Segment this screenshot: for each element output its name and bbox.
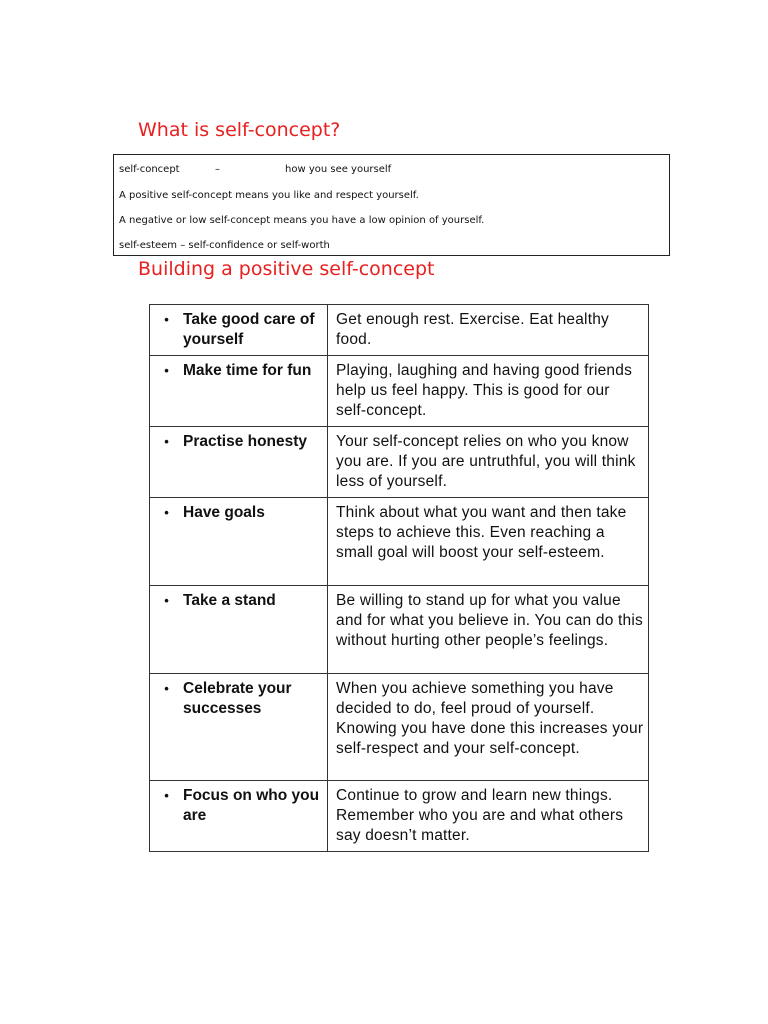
tip-description: Your self-concept relies on who you know you are. If you are untruthful, you will think less of yourself. (328, 427, 649, 498)
tip-title: Have goals (183, 504, 265, 521)
tip-description: Get enough rest. Exercise. Eat healthy food. (328, 305, 649, 356)
tip-title: Take good care of yourself (183, 311, 315, 348)
tip-cell (150, 781, 328, 852)
tip-description: Playing, laughing and having good friends help us feel happy. This is good for our self-concept. (328, 356, 649, 427)
table-row (150, 674, 649, 781)
table-row (150, 356, 649, 427)
table-row (150, 781, 649, 852)
tips-table (149, 304, 649, 852)
tip-title: Celebrate your successes (183, 680, 292, 717)
tip-cell (150, 498, 328, 586)
definition-self-esteem: self-esteem – self-confidence or self-worth (119, 240, 330, 251)
tip-title: Focus on who you are (183, 787, 320, 824)
tip-cell (150, 674, 328, 781)
bullet-icon: • (164, 434, 169, 449)
tip-title: Take a stand (183, 592, 276, 609)
tip-title: Make time for fun (183, 362, 312, 379)
bullet-icon: • (164, 363, 169, 378)
tip-title: Practise honesty (183, 433, 308, 450)
definitions-box (113, 154, 670, 256)
bullet-icon: • (164, 505, 169, 520)
definition-meaning: how you see yourself (285, 164, 392, 175)
table-row (150, 498, 649, 586)
heading-building-positive-self-concept: Building a positive self-concept (138, 258, 435, 280)
tip-description: When you achieve something you have decided to do, feel proud of yourself. Knowing you have done this increases your self-respect and your self-concept. (328, 674, 649, 781)
table-row (150, 427, 649, 498)
tip-cell (150, 427, 328, 498)
bullet-icon: • (164, 681, 169, 696)
definition-term: self-concept (119, 164, 180, 175)
bullet-icon: • (164, 788, 169, 803)
definition-positive: A positive self-concept means you like and respect yourself. (119, 190, 419, 201)
tip-description: Continue to grow and learn new things. Remember who you are and what others say doesn’t matter. (328, 781, 649, 852)
tip-description: Think about what you want and then take steps to achieve this. Even reaching a small goal will boost your self-esteem. (328, 498, 649, 586)
tip-cell (150, 356, 328, 427)
definition-dash: – (215, 164, 220, 175)
bullet-icon: • (164, 312, 169, 327)
table-row (150, 586, 649, 674)
heading-what-is-self-concept: What is self-concept? (138, 119, 341, 141)
tip-description: Be willing to stand up for what you value and for what you believe in. You can do this without hurting other people’s feelings. (328, 586, 649, 674)
definition-negative: A negative or low self-concept means you have a low opinion of yourself. (119, 215, 485, 226)
definition-self-concept (119, 164, 391, 175)
tip-cell (150, 305, 328, 356)
bullet-icon: • (164, 593, 169, 608)
table-row (150, 305, 649, 356)
tip-cell (150, 586, 328, 674)
